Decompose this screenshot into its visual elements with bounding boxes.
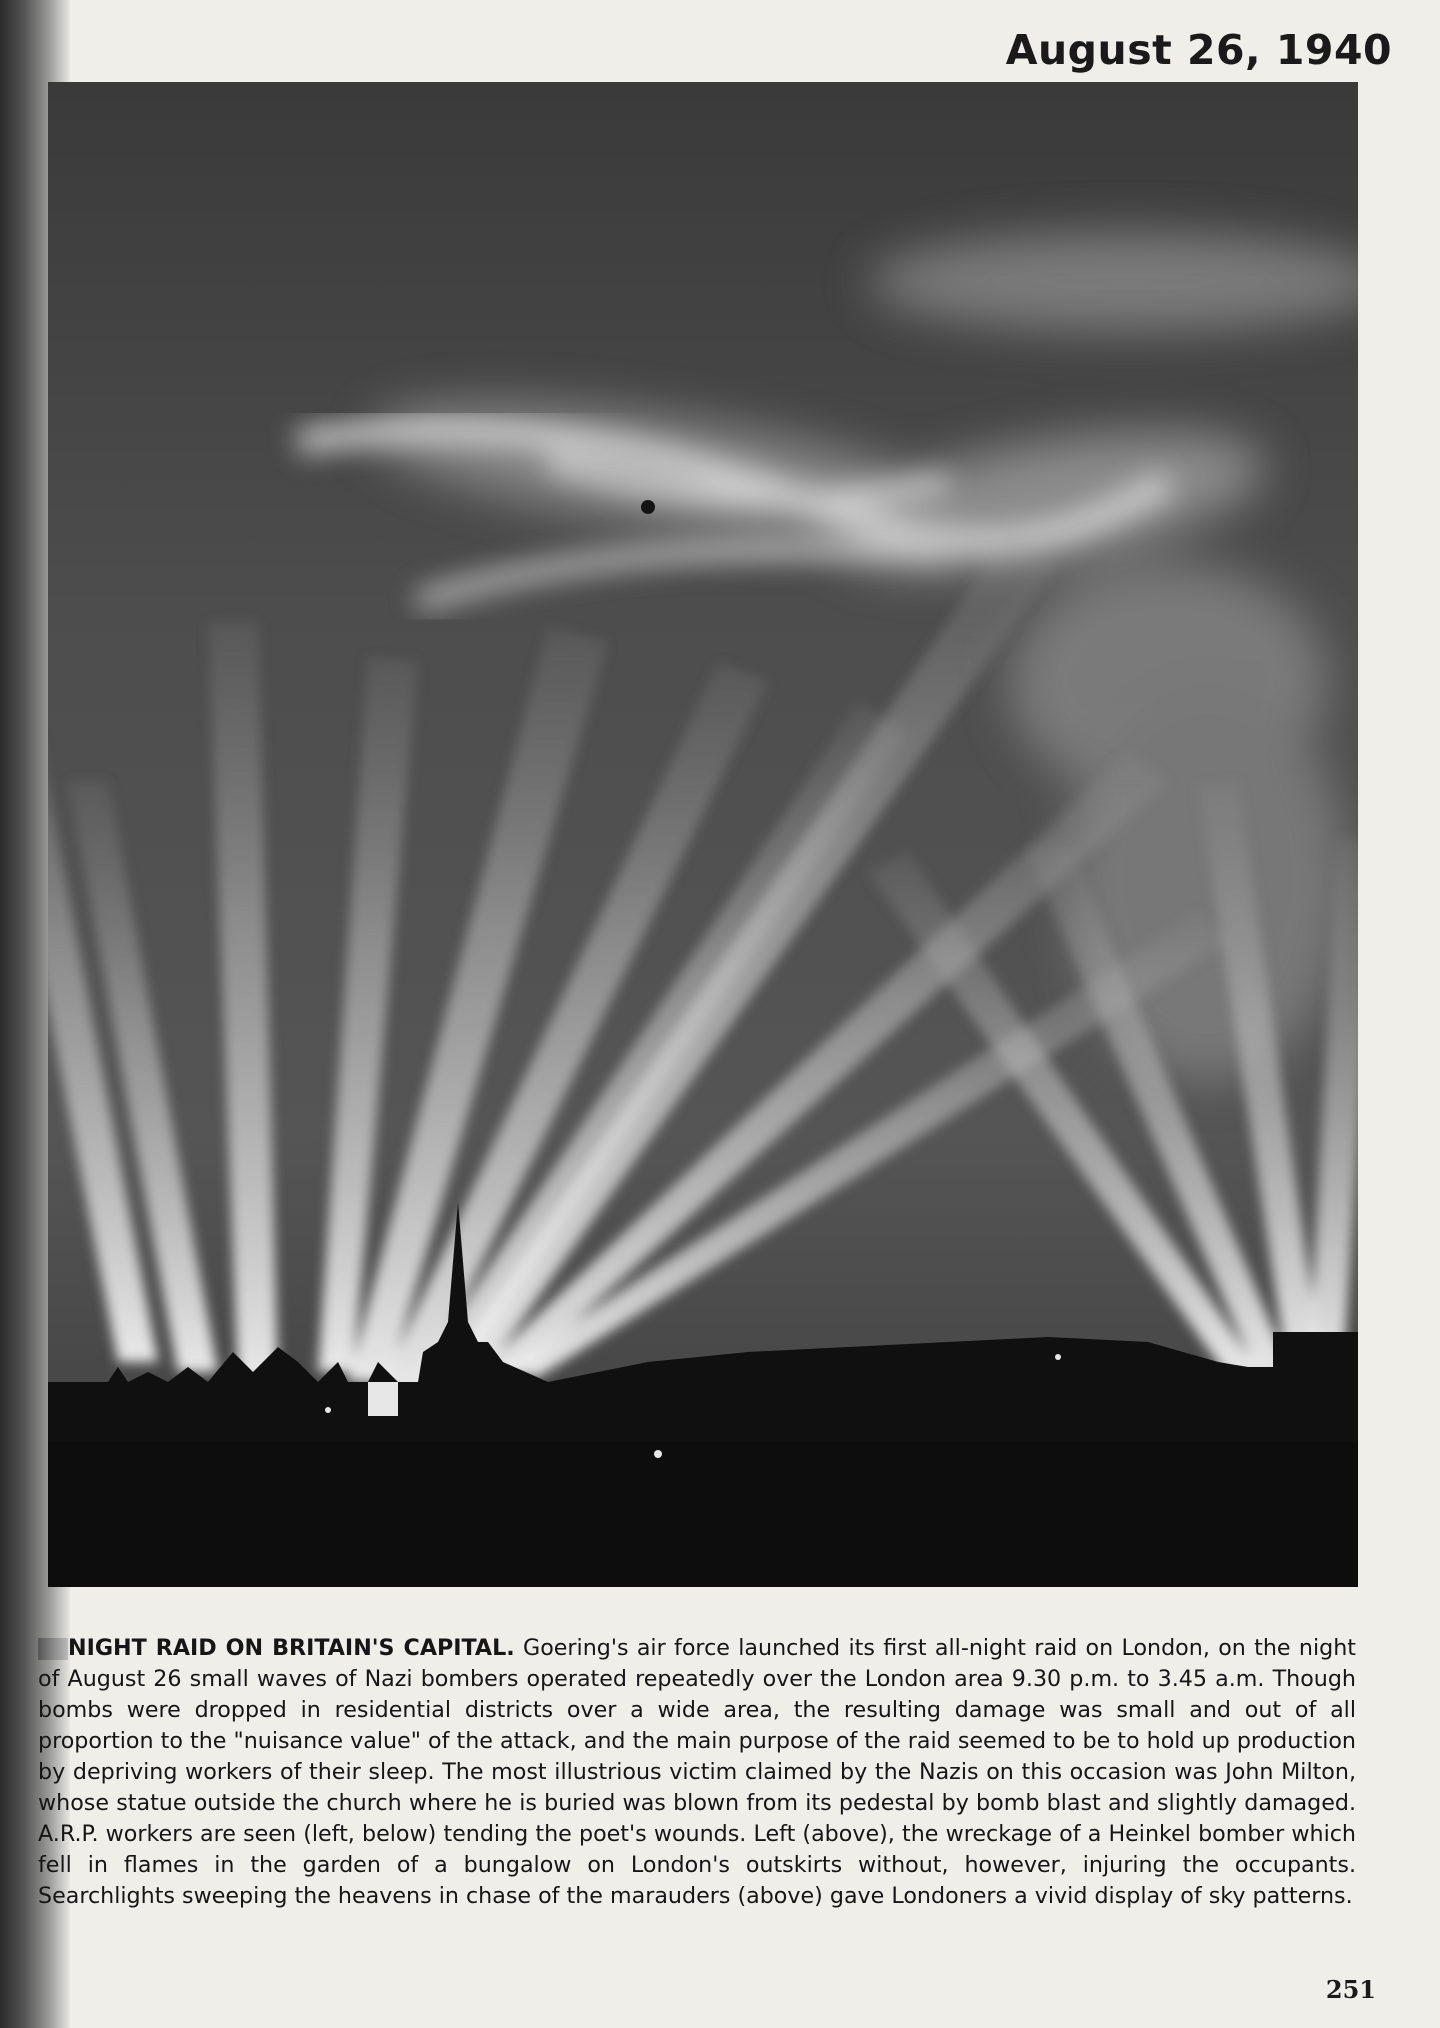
page-number: 251 bbox=[1325, 1975, 1376, 2004]
page-date: August 26, 1940 bbox=[1005, 26, 1392, 74]
photo-caption bbox=[38, 1633, 1356, 1912]
caption-body: Goering's air force launched its first all-night raid on London, on the night of August 26 small waves of Nazi bombers operated repeatedly over the London area 9.30 p.m. to 3.45 a.m. Though bombs were dropped in residential districts over a wide area, the resulting damage was small and out of all proportion to the "nuisance value" of the attack, and the main purpose of the raid seemed to be to hold up production by depriving workers of their sleep. The most illustrious victim claimed by the Nazis on this occasion was John Milton, whose statue outside the church where he is buried was blown from its pedestal by bomb blast and slightly damaged. A.R.P. workers are seen (left, below) tending the poet's wounds. Left (above), the wreckage of a Heinkel bomber which fell in flames in the garden of a bungalow on London's outskirts without, however, injuring the occupants. Searchlights sweeping the heavens in chase of the marauders (above) gave Londoners a vivid display of sky patterns. bbox=[38, 1635, 1356, 1909]
searchlight-photo bbox=[48, 82, 1358, 1587]
caption-heading: NIGHT RAID ON BRITAIN'S CAPITAL. bbox=[68, 1635, 515, 1661]
binding-shadow-fade bbox=[38, 1638, 68, 1660]
